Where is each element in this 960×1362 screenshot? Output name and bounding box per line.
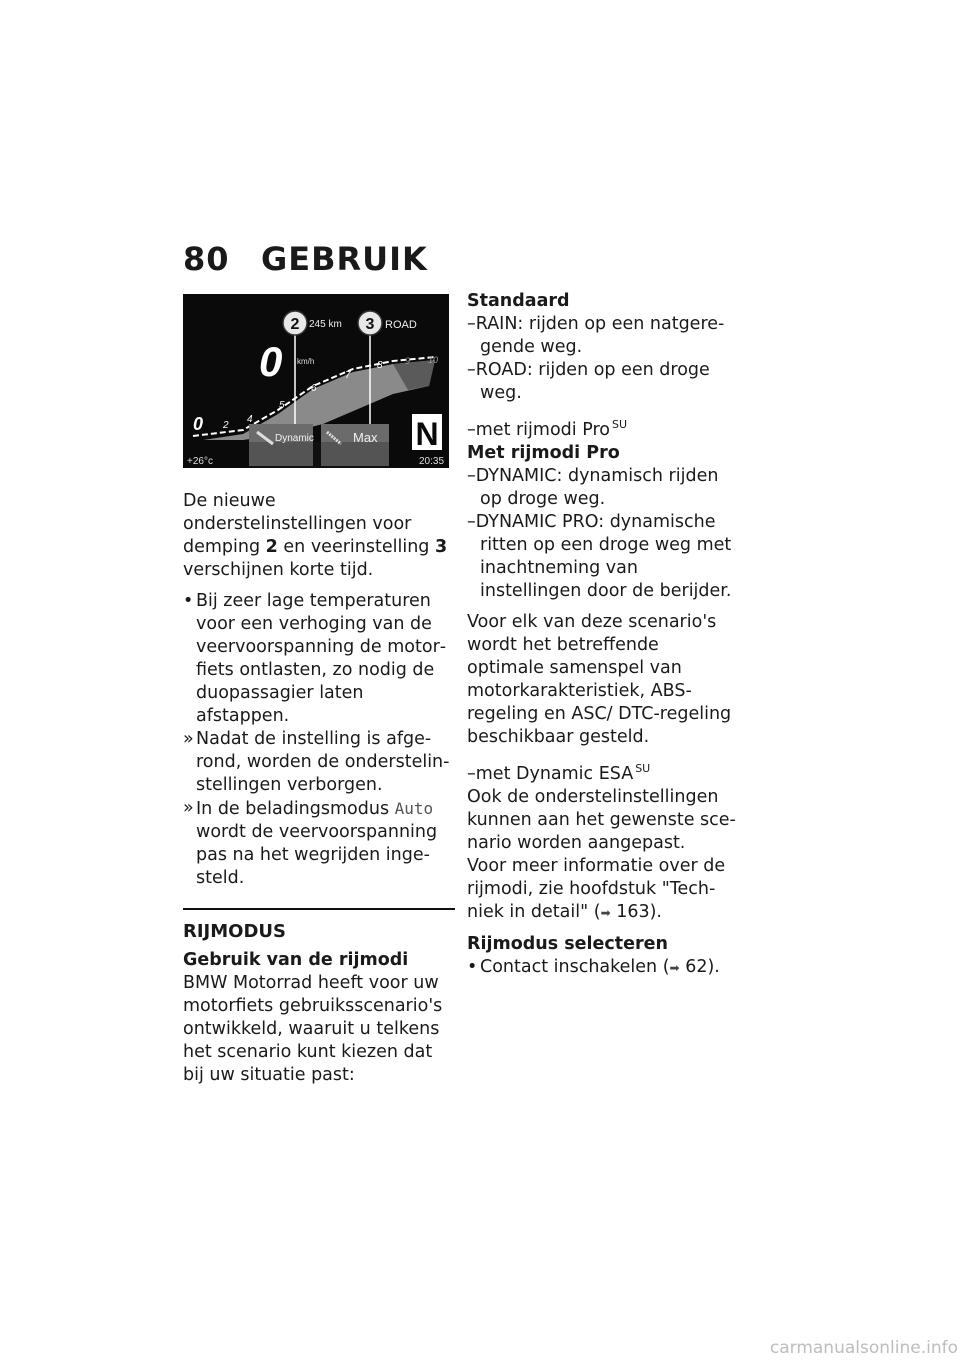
rpm-label: 7 [345, 370, 351, 381]
rpm-label: 6 [311, 383, 317, 394]
standard-title: Standaard [467, 291, 570, 311]
speed-unit: km/h [297, 357, 315, 366]
watermark: carmanualsonline.info [769, 1338, 958, 1358]
arrow-icon: ➡ [669, 961, 680, 975]
clock-readout: 20:35 [419, 456, 445, 467]
page-header [183, 240, 428, 278]
intro-paragraph: De nieuwe onderstelinstellingen voor demping 2 en veerinstelling 3 verschijnen korte tijd. [183, 491, 448, 580]
pro-title: Met rijmodi Pro [467, 443, 620, 463]
list-item: –DYNAMIC: dynamisch rijden op droge weg. [467, 466, 719, 509]
left-column [183, 490, 455, 1095]
list-item: –ROAD: rijden op een droge weg. [467, 360, 710, 403]
rpm-label: 9 [405, 356, 411, 366]
callout-3: 3 [365, 316, 375, 333]
rpm-label: 2 [223, 420, 229, 431]
body-paragraph: Voor elk van deze scenario's wordt het betreffende optimale samenspel van motorkarakteristiek, ABS-regeling en ASC/ DTC-regeling beschikbaar gesteld. [467, 612, 732, 747]
page-title: GEBRUIK [261, 240, 428, 278]
rpm-label: 5 [279, 400, 285, 411]
esa-condition: –met Dynamic ESA $^{SU}$ [467, 762, 651, 784]
select-title: Rijmodus selecteren [467, 934, 668, 954]
reference-paragraph: Voor meer informatie over de rijmodi, zie hoofdstuk "Techniek in detail" (➡ 163). [467, 856, 726, 922]
list-item: • Contact inschakelen (➡ 62). [467, 957, 720, 977]
body-paragraph: Ook de onderstelinstellingen kunnen aan het gewenste scenario worden aangepast. [467, 787, 736, 853]
arrow-icon: ➡ [600, 906, 611, 920]
result-item: » In de beladingsmodus Auto wordt de veervoorspanning pas na het wegrijden ingesteld. [183, 798, 438, 888]
gear-indicator: N [415, 416, 439, 452]
body-paragraph: BMW Motorrad heeft voor uw motorfiets gebruiksscenario's ontwikkeld, waaruit u telkens het scenario kunt kiezen dat bij uw situatie past: [183, 973, 443, 1085]
list-item: • Bij zeer lage temperaturen voor een verhoging van de veervoorspanning de motorfiets ontlasten, zo nodig de duopassagier laten afstappen. [183, 591, 447, 726]
list-item: –DYNAMIC PRO: dynamische ritten op een droge weg met inachtneming van instellingen door de berijder. [467, 512, 732, 601]
subsection-title: Gebruik van de rijmodi [183, 950, 409, 970]
section-divider [183, 908, 455, 910]
temperature-readout: +26°c [187, 456, 213, 467]
pro-condition: –met rijmodi Pro $^{SU}$ [467, 418, 628, 440]
callout-2: 2 [290, 316, 300, 333]
rpm-label: 4 [247, 414, 253, 425]
rpm-label: 0 [193, 414, 204, 434]
range-readout: 245 km [309, 319, 342, 330]
speed-readout: 0 [259, 338, 283, 385]
right-column [467, 290, 739, 980]
preload-label: Max [353, 430, 378, 445]
mode-readout: ROAD [385, 319, 417, 331]
rpm-label: 10 [428, 355, 439, 365]
section-title: RIJMODUS [183, 921, 286, 942]
dashboard-display-image [183, 294, 449, 468]
list-item: –RAIN: rijden op een natgeregende weg. [467, 314, 725, 357]
rpm-label: 8 [377, 360, 383, 371]
result-item: » Nadat de instelling is afgerond, worden de onderstelinstellingen verborgen. [183, 729, 450, 795]
damping-label: Dynamic [275, 433, 314, 444]
page-number: 80 [183, 240, 230, 278]
